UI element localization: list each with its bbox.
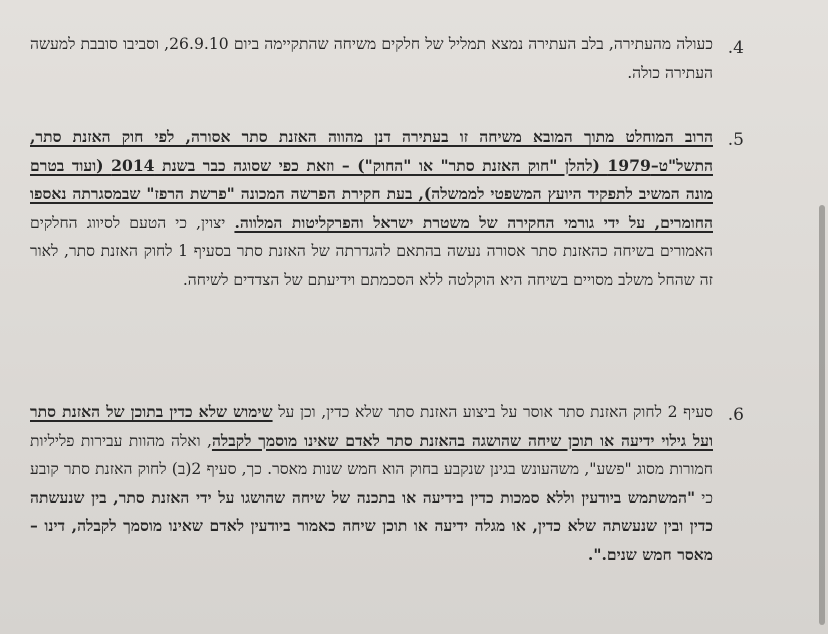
paragraph-text bbox=[30, 398, 713, 569]
paragraph-body-cont: , ואלה מהוות עבירות פליליות חמורות מסוג "פשע", משהעונש בגינן שנקבע בחוק הוא חמש שנות מאסר. כך, סעיף 2(ב) לחוק האזנת סתר קובע כי bbox=[30, 431, 713, 507]
bold-underlined-text: הרוב המוחלט מתוך המובא משיחה זו בעתירה דנן מהווה האזנת סתר אסורה, לפי חוק האזנת סתר, התשל"ט–1979 (להלן "חוק האזנת סתר" או "החוק") – וזאת כפי שסוגה כבר בשנת 2014 (ועוד בטרם מונה המשיב לתפקיד היועץ המשפטי לממשלה), בעת חקירת הפרשה המכונה "פרשת הרפז" שבמסגרתה נאספו החומרים, על ידי גורמי החקירה של משטרת ישראל והפרקליטות המלווה. bbox=[30, 127, 713, 232]
paragraph-body: יצוין, כי הטעם לסיווג החלקים האמורים בשיחה כהאזנת סתר אסורה נעשה בהתאם להגדרתה של האזנת סתר בסעיף 1 לחוק האזנת סתר, לאור זה שהחל משלב מסויים בשיחה היא הוקלטה ללא הסכמתם וידיעתם של הצדדים לשיחה. bbox=[30, 213, 713, 289]
paragraph-body: כעולה מהעתירה, בלב העתירה נמצא תמליל של חלקים משיחה שהתקיימה ביום 26.9.10, וסביבו סובבת למעשה העתירה כולה. bbox=[30, 35, 713, 82]
paragraph-body: סעיף 2 לחוק האזנת סתר אוסר על ביצוע האזנת סתר שלא כדין, וכן על bbox=[272, 403, 714, 421]
paragraph-number: .4 bbox=[727, 38, 744, 58]
paragraph-number: .6 bbox=[727, 405, 744, 425]
scrollbar[interactable] bbox=[819, 205, 825, 625]
statute-quote: "המשתמש ביודעין וללא סמכות כדין בידיעה או בתכנה של שיחה שהושגו על ידי האזנת סתר, בין שנעשתה כדין ובין שנעשתה שלא כדין, או מגלה ידיעה או תוכן שיחה כאמור ביודעין לאדם שאינו מוסמך לקבלה, דינו – מאסר חמש שנים.". bbox=[30, 487, 713, 564]
bold-underlined-text: שימוש שלא כדין בתוכן של האזנת סתר ועל גילוי ידיעה או תוכן שיחה שהושגה בהאזנת סתר לאדם שאינו מוסמך לקבלה bbox=[30, 402, 713, 450]
paragraph-text bbox=[30, 30, 713, 87]
paragraph-number: .5 bbox=[727, 130, 744, 150]
paragraph-text bbox=[30, 123, 713, 294]
